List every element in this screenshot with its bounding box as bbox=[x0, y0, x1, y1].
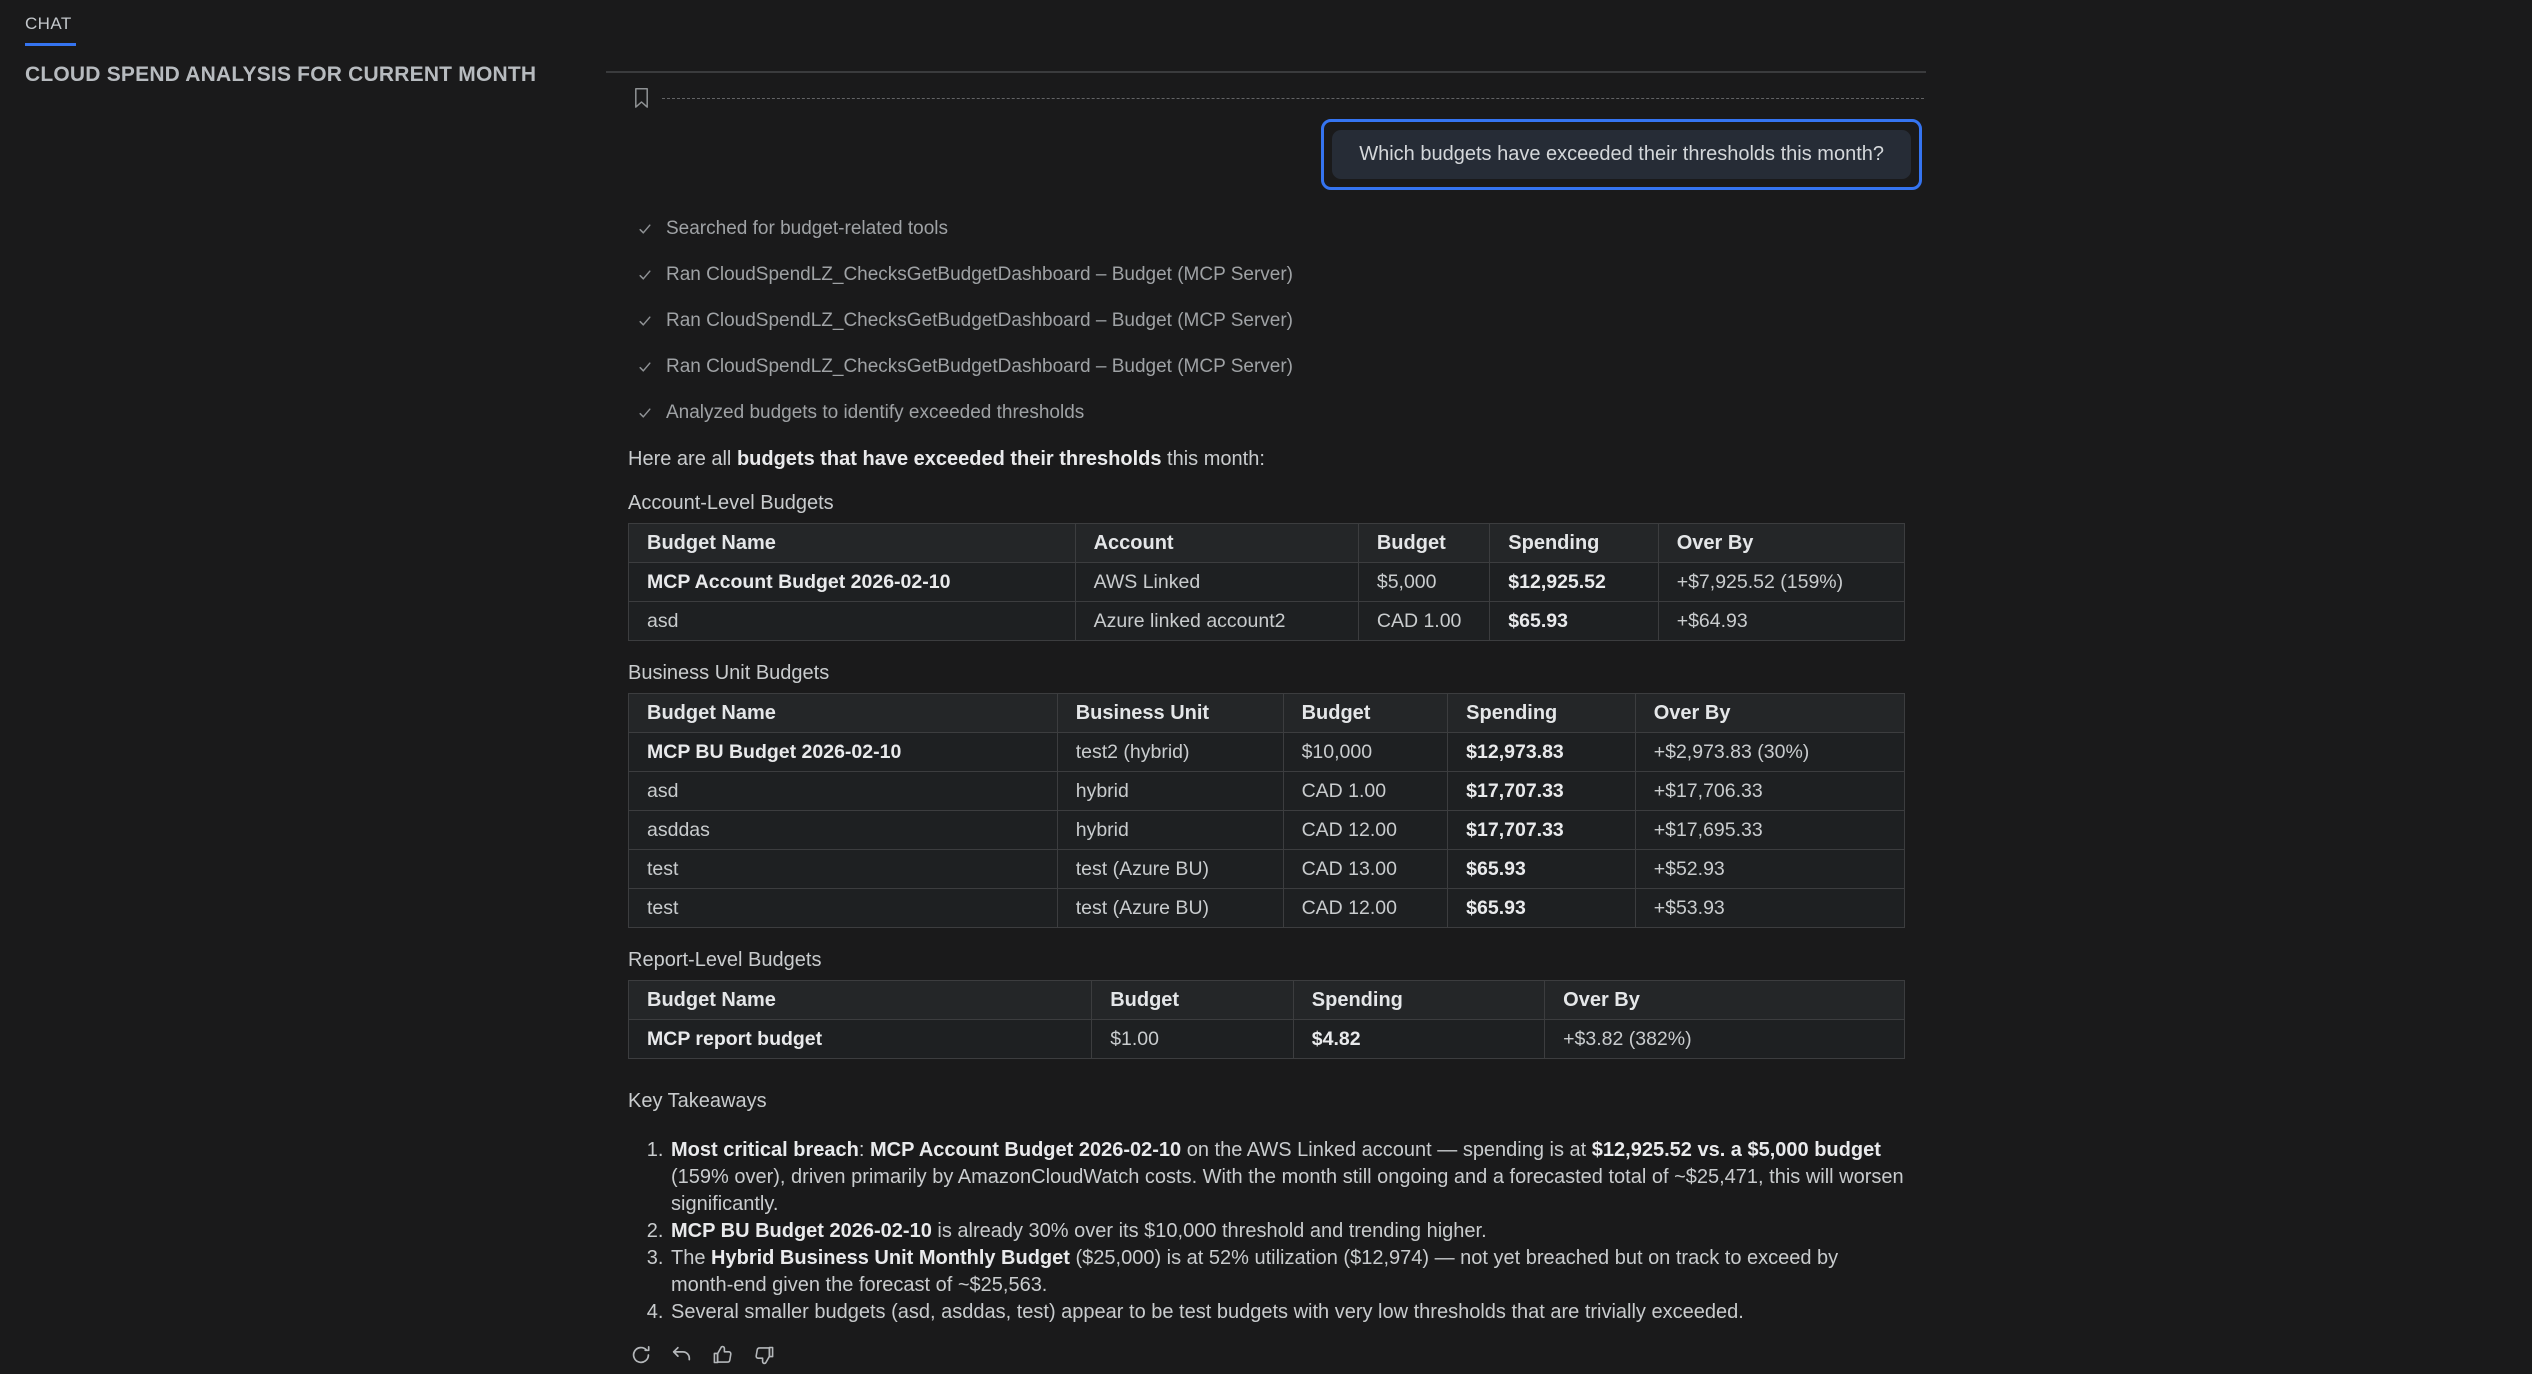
column-header: Budget bbox=[1358, 524, 1489, 563]
checkpoint-divider bbox=[662, 98, 1924, 99]
table-row bbox=[629, 811, 1905, 850]
budget-section bbox=[628, 493, 1905, 641]
thumbs-down-icon bbox=[752, 1343, 776, 1367]
table-cell: hybrid bbox=[1057, 772, 1283, 811]
chat-column bbox=[606, 0, 1926, 1370]
budget-table bbox=[628, 980, 1905, 1059]
table-cell: +$53.93 bbox=[1635, 889, 1904, 928]
text-segment-bold: MCP BU Budget 2026-02-10 bbox=[671, 1220, 932, 1242]
tool-step[interactable] bbox=[637, 310, 1926, 331]
check-icon bbox=[637, 313, 653, 329]
column-header: Budget bbox=[1092, 981, 1294, 1020]
tool-step-label: Ran CloudSpendLZ_ChecksGetBudgetDashboard – Budget (MCP Server) bbox=[666, 356, 1293, 377]
takeaway-item bbox=[669, 1245, 1905, 1299]
column-header: Budget bbox=[1283, 694, 1448, 733]
table-header-row bbox=[629, 694, 1905, 733]
table-cell: AWS Linked bbox=[1075, 563, 1358, 602]
budget-section bbox=[628, 950, 1905, 1059]
table-cell: $5,000 bbox=[1358, 563, 1489, 602]
table-cell: +$52.93 bbox=[1635, 850, 1904, 889]
table-cell: +$7,925.52 (159%) bbox=[1658, 563, 1904, 602]
table-cell: $17,707.33 bbox=[1448, 772, 1636, 811]
column-header: Over By bbox=[1545, 981, 1905, 1020]
takeaway-item bbox=[669, 1218, 1905, 1245]
response-actions bbox=[626, 1340, 1905, 1370]
check-icon bbox=[637, 359, 653, 375]
thumbs-up-icon bbox=[711, 1343, 735, 1367]
takeaways-list bbox=[628, 1137, 1905, 1326]
table-cell: CAD 13.00 bbox=[1283, 850, 1448, 889]
takeaway-item bbox=[669, 1299, 1905, 1326]
text-segment: (159% over), driven primarily by AmazonCloudWatch costs. With the month still ongoing and a forecasted total of ~$25,471, this will worsen significantly. bbox=[671, 1166, 1904, 1215]
assistant-response bbox=[606, 448, 1926, 1370]
tool-step[interactable] bbox=[637, 264, 1926, 285]
undo-button[interactable] bbox=[667, 1340, 697, 1370]
table-row bbox=[629, 850, 1905, 889]
user-message-text: Which budgets have exceeded their thresholds this month? bbox=[1332, 130, 1911, 179]
column-header: Over By bbox=[1658, 524, 1904, 563]
table-cell: $65.93 bbox=[1490, 602, 1658, 641]
table-cell: CAD 12.00 bbox=[1283, 811, 1448, 850]
table-cell: $10,000 bbox=[1283, 733, 1448, 772]
table-row bbox=[629, 602, 1905, 641]
tool-step-label: Searched for budget-related tools bbox=[666, 218, 949, 239]
table-cell: +$64.93 bbox=[1658, 602, 1904, 641]
column-header: Budget Name bbox=[629, 524, 1076, 563]
text-segment-bold: MCP Account Budget 2026-02-10 bbox=[869, 1139, 1182, 1161]
check-icon bbox=[637, 221, 653, 237]
table-row bbox=[629, 733, 1905, 772]
text-segment-bold: Most critical breach bbox=[671, 1139, 859, 1161]
table-cell: asd bbox=[629, 772, 1058, 811]
table-cell: $17,707.33 bbox=[1448, 811, 1636, 850]
section-heading: Report-Level Budgets bbox=[628, 949, 822, 971]
table-cell: asddas bbox=[629, 811, 1058, 850]
tool-step[interactable] bbox=[637, 402, 1926, 423]
table-cell: $12,973.83 bbox=[1448, 733, 1636, 772]
undo-icon bbox=[670, 1343, 694, 1367]
column-header: Business Unit bbox=[1057, 694, 1283, 733]
table-header-row bbox=[629, 524, 1905, 563]
text-segment-bold: Hybrid Business Unit Monthly Budget bbox=[711, 1247, 1070, 1269]
column-header: Spending bbox=[1293, 981, 1544, 1020]
text-segment: ($25,000) is at 52% utilization ($12,974) — not yet breached but on track to exceed by month-end given the forecast of ~$25,563. bbox=[671, 1247, 1839, 1296]
table-cell: CAD 1.00 bbox=[1283, 772, 1448, 811]
sidebar-header bbox=[25, 14, 585, 87]
text-segment-bold: budgets that have exceeded their thresholds bbox=[736, 448, 1162, 470]
takeaway-item bbox=[669, 1137, 1905, 1218]
thumbs-down-button[interactable] bbox=[749, 1340, 779, 1370]
table-cell: MCP BU Budget 2026-02-10 bbox=[629, 733, 1058, 772]
table-cell: $4.82 bbox=[1293, 1020, 1544, 1059]
table-cell: +$17,695.33 bbox=[1635, 811, 1904, 850]
budget-table bbox=[628, 523, 1905, 641]
text-segment: The bbox=[671, 1247, 712, 1269]
user-message[interactable] bbox=[1321, 119, 1922, 190]
table-cell: hybrid bbox=[1057, 811, 1283, 850]
text-segment: on the AWS Linked account — spending is at bbox=[1181, 1139, 1592, 1161]
table-cell: $1.00 bbox=[1092, 1020, 1294, 1059]
tool-step[interactable] bbox=[637, 218, 1926, 239]
bookmark-icon[interactable] bbox=[633, 87, 650, 109]
table-row bbox=[629, 889, 1905, 928]
table-cell: CAD 12.00 bbox=[1283, 889, 1448, 928]
table-cell: test (Azure BU) bbox=[1057, 850, 1283, 889]
text-segment: Here are all bbox=[628, 448, 737, 470]
budget-table bbox=[628, 693, 1905, 928]
table-cell: $12,925.52 bbox=[1490, 563, 1658, 602]
table-cell: Azure linked account2 bbox=[1075, 602, 1358, 641]
table-cell: MCP report budget bbox=[629, 1020, 1092, 1059]
text-segment: this month: bbox=[1161, 448, 1265, 470]
budget-section bbox=[628, 663, 1905, 928]
retry-button[interactable] bbox=[626, 1340, 656, 1370]
table-cell: $65.93 bbox=[1448, 889, 1636, 928]
table-row bbox=[629, 772, 1905, 811]
column-header: Spending bbox=[1490, 524, 1658, 563]
table-header-row bbox=[629, 981, 1905, 1020]
column-header: Account bbox=[1075, 524, 1358, 563]
tool-step[interactable] bbox=[637, 356, 1926, 377]
column-header: Spending bbox=[1448, 694, 1636, 733]
table-cell: asd bbox=[629, 602, 1076, 641]
refresh-icon bbox=[629, 1343, 653, 1367]
column-header: Budget Name bbox=[629, 694, 1058, 733]
user-message-row bbox=[606, 119, 1926, 190]
text-segment-bold: $12,925.52 vs. a $5,000 budget bbox=[1591, 1139, 1881, 1161]
chat-top-divider bbox=[606, 71, 1926, 73]
tool-step-label: Ran CloudSpendLZ_ChecksGetBudgetDashboard – Budget (MCP Server) bbox=[666, 310, 1293, 331]
checkpoint-row bbox=[606, 86, 1926, 110]
table-cell: +$17,706.33 bbox=[1635, 772, 1904, 811]
text-segment: Several smaller budgets (asd, asddas, test) appear to be test budgets with very low thresholds that are trivially exceeded. bbox=[671, 1301, 1744, 1323]
table-cell: test bbox=[629, 850, 1058, 889]
column-header: Over By bbox=[1635, 694, 1904, 733]
thumbs-up-button[interactable] bbox=[708, 1340, 738, 1370]
section-heading: Account-Level Budgets bbox=[628, 492, 834, 514]
table-cell: +$3.82 (382%) bbox=[1545, 1020, 1905, 1059]
table-row bbox=[629, 563, 1905, 602]
tab-chat-label: CHAT bbox=[25, 14, 72, 33]
column-header: Budget Name bbox=[629, 981, 1092, 1020]
response-intro bbox=[628, 448, 1905, 471]
conversation-title: CLOUD SPEND ANALYSIS FOR CURRENT MONTH bbox=[25, 63, 537, 86]
check-icon bbox=[637, 267, 653, 283]
takeaways-heading: Key Takeaways bbox=[628, 1090, 767, 1112]
tool-step-label: Ran CloudSpendLZ_ChecksGetBudgetDashboard – Budget (MCP Server) bbox=[666, 264, 1293, 285]
tab-chat[interactable] bbox=[25, 14, 76, 46]
table-cell: CAD 1.00 bbox=[1358, 602, 1489, 641]
table-cell: $65.93 bbox=[1448, 850, 1636, 889]
table-cell: test bbox=[629, 889, 1058, 928]
text-segment: : bbox=[858, 1139, 870, 1161]
budget-sections bbox=[628, 493, 1905, 1059]
tool-steps bbox=[606, 218, 1926, 423]
check-icon bbox=[637, 405, 653, 421]
table-cell: test (Azure BU) bbox=[1057, 889, 1283, 928]
table-cell: MCP Account Budget 2026-02-10 bbox=[629, 563, 1076, 602]
text-segment: is already 30% over its $10,000 threshold and trending higher. bbox=[931, 1220, 1487, 1242]
table-row bbox=[629, 1020, 1905, 1059]
section-heading: Business Unit Budgets bbox=[628, 662, 830, 684]
table-cell: test2 (hybrid) bbox=[1057, 733, 1283, 772]
table-cell: +$2,973.83 (30%) bbox=[1635, 733, 1904, 772]
tool-step-label: Analyzed budgets to identify exceeded thresholds bbox=[666, 402, 1085, 423]
